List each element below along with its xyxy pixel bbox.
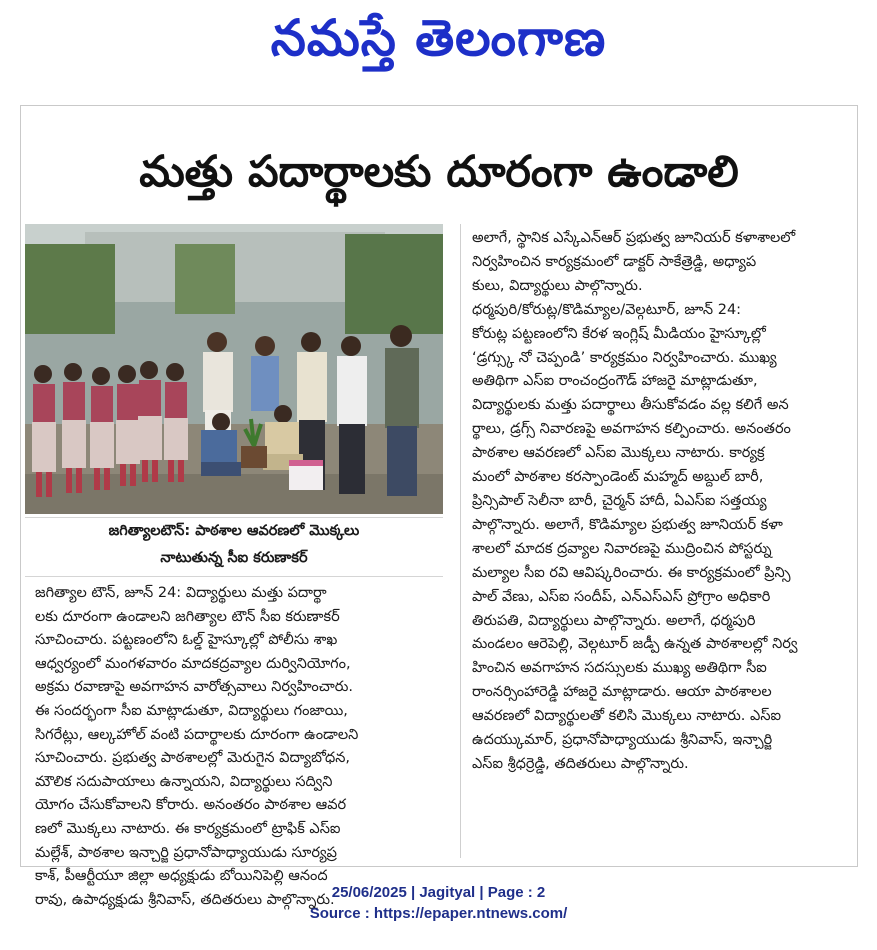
students-planting-photo-icon bbox=[25, 224, 443, 514]
article-photo bbox=[25, 224, 443, 514]
text-line: సూచించారు. ప్రభుత్వ పాఠశాలల్లో మెరుగైన విద్యాబోధన, bbox=[35, 750, 350, 767]
text-line: ధర్మపురి/కోరుట్ల/కొడిమ్యాల/వెల్గటూర్, జూన్ 24: bbox=[472, 301, 742, 318]
text-line: ఈ సందర్భంగా సీఐ మాట్లాడుతూ, విద్యార్థులు గంజాయి, bbox=[35, 702, 348, 719]
caption-line: నాటుతున్న సీఐ కరుణాకర్ bbox=[160, 550, 308, 566]
text-line: మండలం ఆరెపెల్లి, వెల్గటూర్ జడ్పీ ఉన్నత పాఠశాలల్లో నిర్వ bbox=[472, 636, 798, 653]
text-line: జగిత్యాల టౌన్, జూన్ 24: విద్యార్థులు మత్తు పదార్థా bbox=[35, 585, 327, 601]
text-line: ర్థాలు, డ్రగ్స్ నివారణపై అవగాహన కల్పించారు. అనంతరం bbox=[472, 421, 791, 438]
text-line: తిరుపతి, విద్యార్థులు పాల్గొన్నారు. అలాగే, ధర్మపురి bbox=[472, 612, 756, 629]
text-line: నిర్వహించిన కార్యక్రమంలో డాక్టర్ సాకేత్రెడ్డి, అధ్యాప bbox=[472, 253, 757, 270]
text-line: ఆవరణలో విద్యార్థులతో కలిసి మొక్కలు నాటారు. ఎస్ఐ bbox=[472, 708, 782, 725]
masthead bbox=[0, 0, 877, 78]
newspaper-title: నమస్తే తెలంగాణ bbox=[270, 9, 607, 67]
text-line: కులు, విద్యార్థులు పాల్గొన్నారు. bbox=[472, 277, 643, 294]
text-line: కోరుట్ల పట్టణంలోని కేరళ ఇంగ్లిష్ మీడియం హైస్కూల్లో bbox=[472, 325, 766, 342]
text-line: రావు, ఉపాధ్యక్షుడు శ్రీనివాస్, తదితరులు పాల్గొన్నారు. bbox=[35, 891, 335, 908]
text-line: ప్రిన్సిపాల్ సెలీనా బారీ, చైర్మన్ హాదీ, ఏఎస్ఐ సత్తయ్య bbox=[472, 492, 767, 509]
text-line: లకు దూరంగా ఉండాలని జగిత్యాల టౌన్ సీఐ కరుణాకర్ bbox=[35, 608, 340, 625]
text-line: హించిన అవగాహన సదస్సులకు ముఖ్య అతిథిగా సీఐ bbox=[472, 660, 767, 677]
text-line: ఉదయ్కుమార్, ప్రధానోపాధ్యాయుడు శ్రీనివాస్, ఇన్చార్జి bbox=[472, 732, 773, 749]
text-line: పాల్గొన్నారు. అలాగే, కొడిమ్యాల ప్రభుత్వ జూనియర్ కళా bbox=[472, 516, 783, 533]
text-line: అక్రమ రవాణాపై అవగాహన వారోత్సవాలు నిర్వహించారు. bbox=[35, 679, 354, 696]
text-line: ‘డ్రగ్స్కు నో చెప్పండి’ కార్యక్రమం నిర్వహించారు. ముఖ్య bbox=[472, 349, 777, 366]
text-line: పాల్ వేణు, ఎస్ఐ సందీప్, ఎన్ఎస్ఎస్ ప్రోగ్రాం అధికారి bbox=[472, 588, 771, 605]
text-line: అతిథిగా ఎస్ఐ రాంచంద్రంగౌడ్ హాజరై మాట్లాడుతూ, bbox=[472, 373, 758, 390]
text-line: రాంనర్సింహారెడ్డి హాజరై మాట్లాడారు. ఆయా పాఠశాలల bbox=[472, 684, 772, 701]
caption-line: జగిత్యాలటౌన్: పాఠశాల ఆవరణలో మొక్కలు bbox=[108, 523, 360, 539]
text-line: పాఠశాల ఆవరణలో ఎస్ఐ మొక్కలు నాటారు. కార్యక్ర bbox=[472, 445, 765, 462]
text-line: మంలో పాఠశాల కరస్పాండెంట్ మహ్మద్ అబ్దుల్ బారీ, bbox=[472, 469, 764, 486]
text-line: ఆధ్వర్యంలో మంగళవారం మాదకద్రవ్యాల దుర్వినియోగం, bbox=[35, 655, 351, 672]
text-line: యోగం చేసుకోవాలని కోరారు. అనంతరం పాఠశాల ఆవర bbox=[35, 797, 347, 814]
text-line: మల్యాల సీఐ రవి ఆవిష్కరించారు. ఈ కార్యక్రమంలో ప్రిన్సి bbox=[472, 564, 791, 581]
text-line: మల్లేశ్, పాఠశాల ఇన్చార్జి ప్రధానోపాధ్యాయుడు సూర్యప్ర bbox=[35, 844, 337, 861]
text-line: కాశ్, పీఆర్టీయూ జిల్లా అధ్యక్షుడు బోయినిపెల్లి ఆనంద bbox=[35, 868, 328, 885]
text-line: సూచించారు. పట్టణంలోని ఓల్డ్ హైస్కూల్లో పోలీసు శాఖ bbox=[35, 632, 338, 649]
text-line: విద్యార్థులకు మత్తు పదార్థాలు తీసుకోవడం వల్ల కలిగే అన bbox=[472, 397, 789, 414]
column-divider bbox=[460, 224, 461, 858]
photo-caption bbox=[25, 517, 443, 577]
page-footer bbox=[0, 882, 877, 924]
text-line: సిగరేట్లు, ఆల్కహోల్ వంటి పదార్థాలకు దూరంగా ఉండాలని bbox=[35, 726, 359, 743]
text-line: ణలో మొక్కలు నాటారు. ఈ కార్యక్రమంలో ట్రాఫిక్ ఎస్ఐ bbox=[35, 820, 341, 837]
source-link[interactable]: Source : https://epaper.ntnews.com/ bbox=[309, 905, 568, 922]
article-headline: మత్తు పదార్థాలకు దూరంగా ఉండాలి bbox=[139, 147, 739, 197]
article-left-column bbox=[35, 582, 451, 912]
text-line: మౌలిక సదుపాయాలు ఉన్నాయని, విద్యార్థులు సద్విని bbox=[35, 773, 333, 790]
text-line: శాలలో మాదక ద్రవ్యాల నివారణపై ముద్రించిన పోస్టర్ను bbox=[472, 540, 772, 557]
edition-info: 25/06/2025 | Jagityal | Page : 2 bbox=[331, 884, 546, 901]
text-line: అలాగే, స్థానిక ఎస్కేఎన్ఆర్ ప్రభుత్వ జూనియర్ కళాశాలలో bbox=[472, 230, 796, 246]
article-right-column bbox=[472, 227, 850, 777]
text-line: ఎస్ఐ శ్రీధర్రెడ్డి, తదితరులు పాల్గొన్నారు. bbox=[472, 755, 689, 772]
